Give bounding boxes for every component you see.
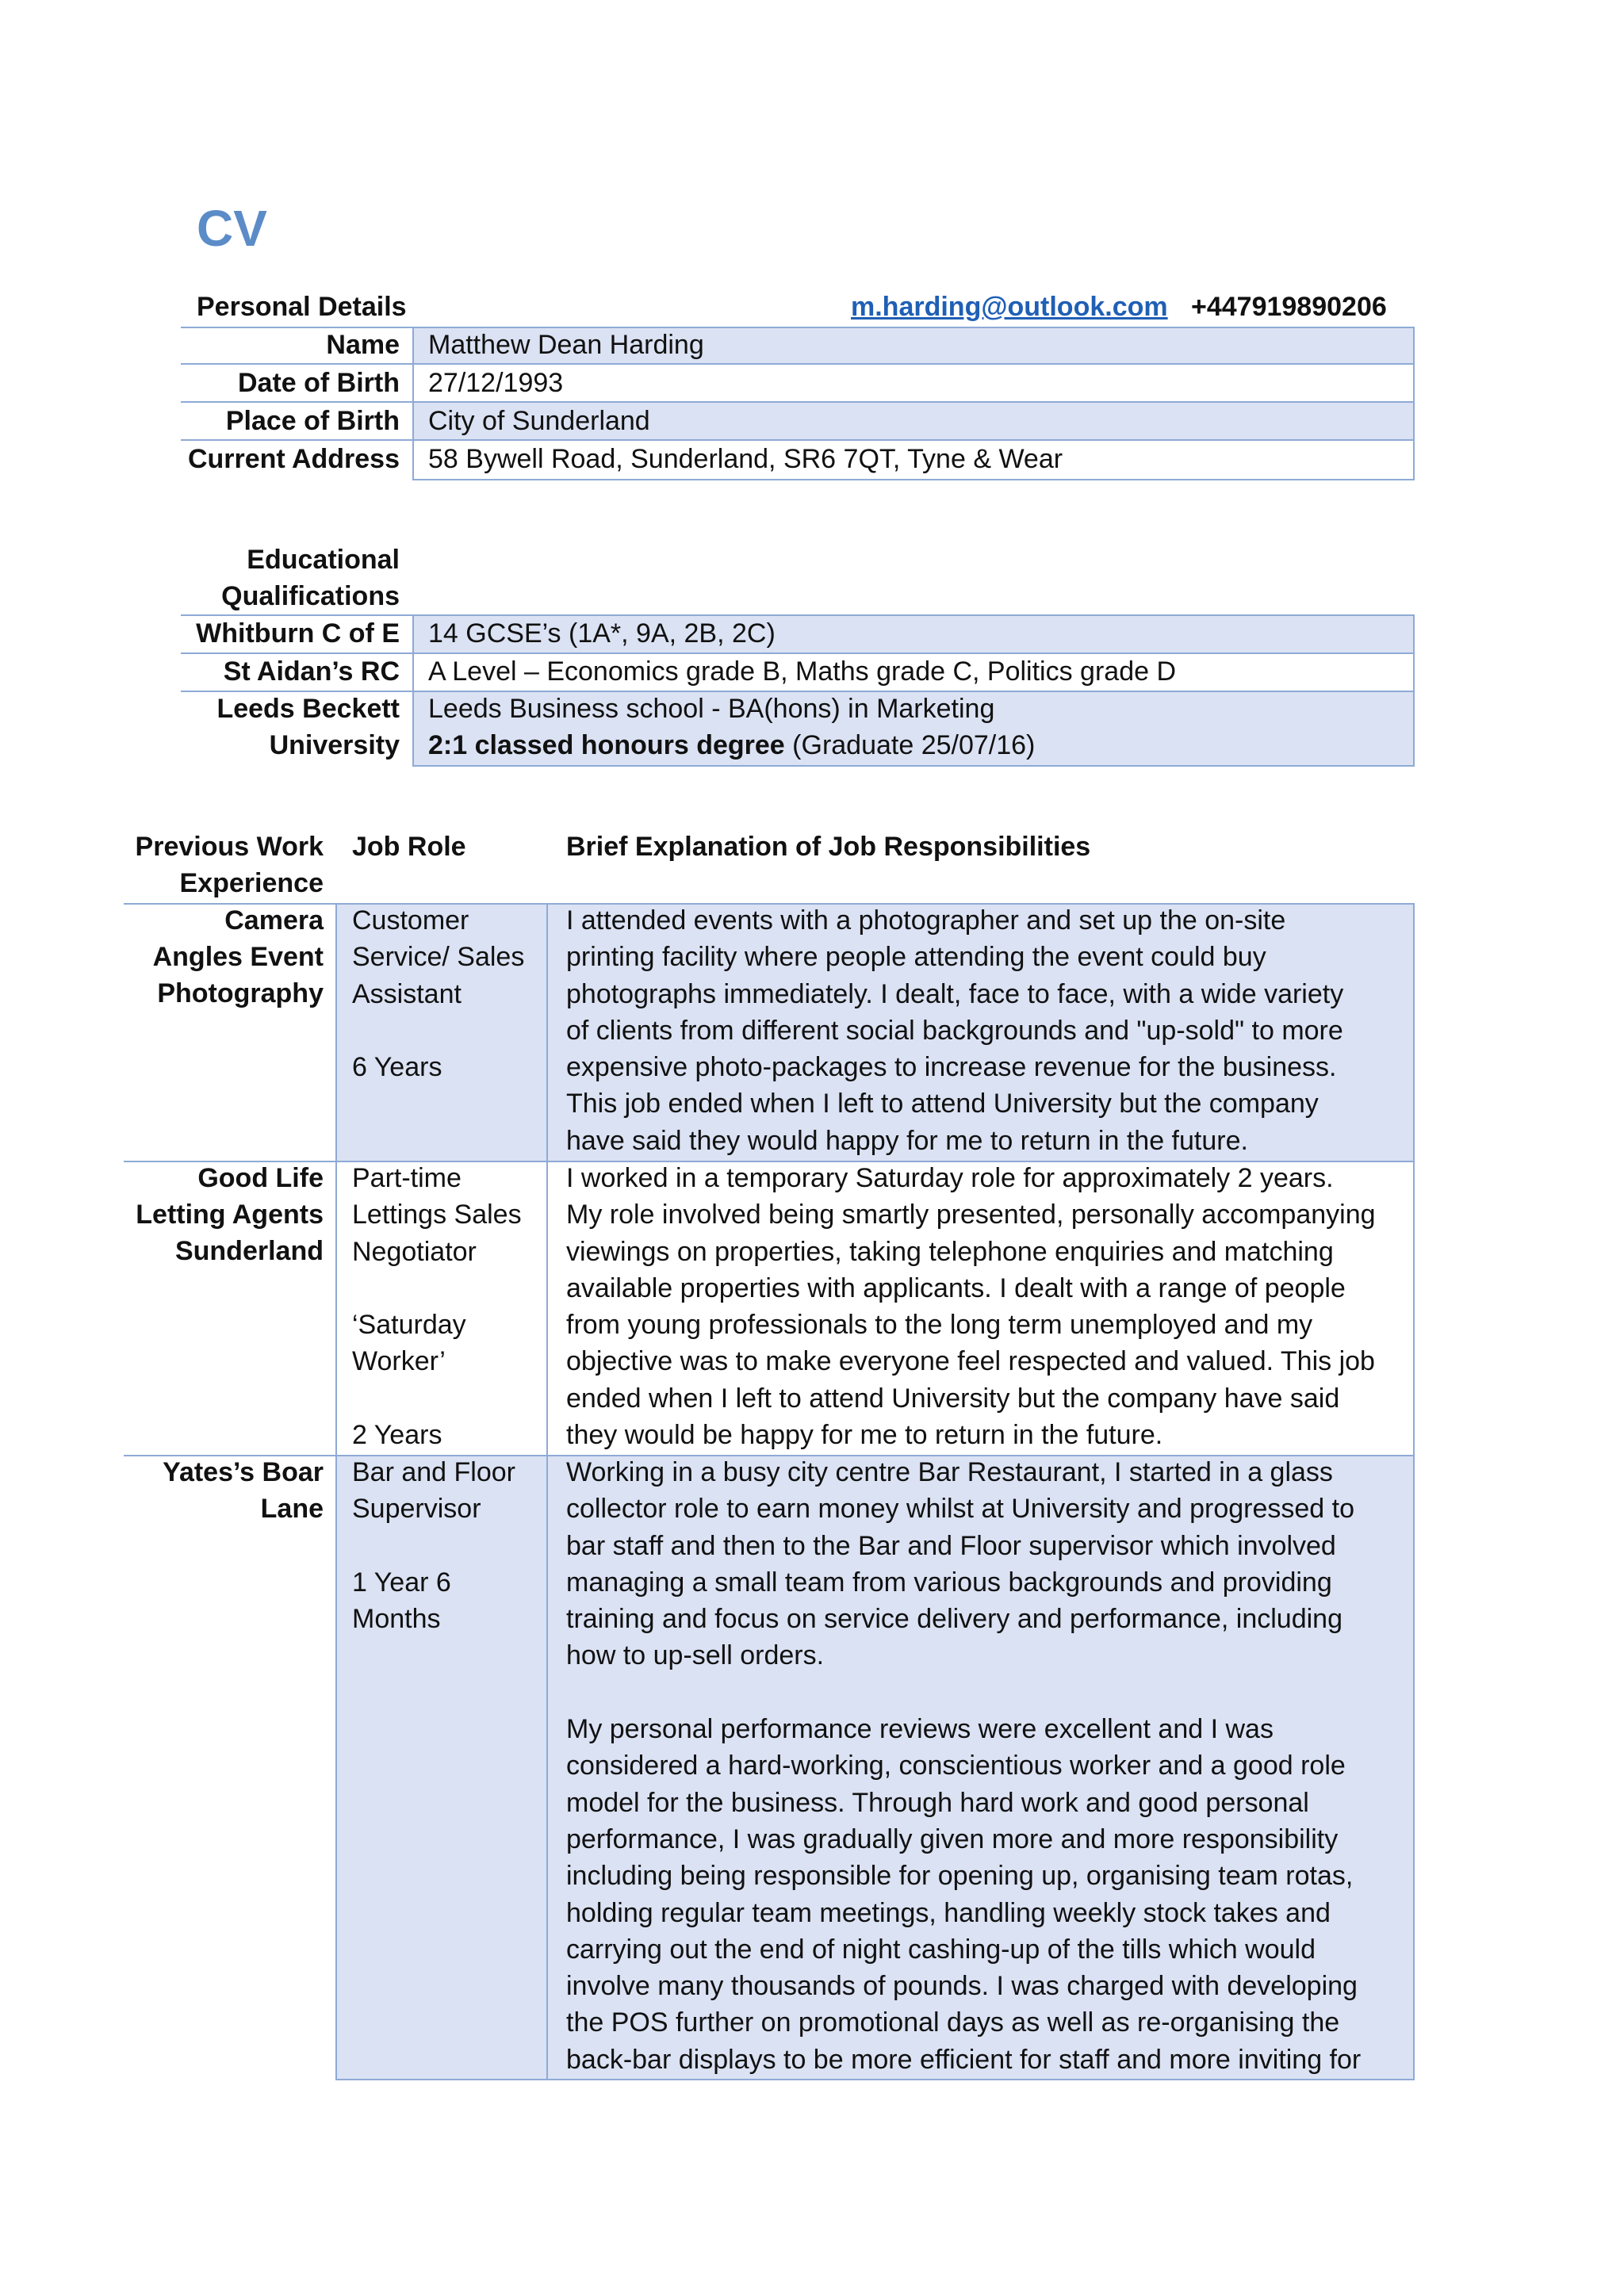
pob-label: Place of Birth bbox=[225, 406, 400, 436]
job-1-text-line: I attended events with a photographer and set up the on-site bbox=[566, 905, 1286, 936]
dob-value: 27/12/1993 bbox=[428, 368, 564, 398]
job-1-text-line: expensive photo-packages to increase revenue for the business. bbox=[566, 1052, 1337, 1083]
education-heading-line1: Educational bbox=[247, 545, 400, 575]
job-1-role bbox=[352, 902, 524, 1085]
job-1-role-line: Service/ Sales bbox=[352, 942, 525, 973]
job-2-text-line: viewings on properties, taking telephone enquiries and matching bbox=[566, 1236, 1334, 1267]
job-1-role-line bbox=[352, 1012, 524, 1049]
job-3-role-duration: Months bbox=[352, 1604, 441, 1635]
alevel-value: A Level – Economics grade B, Maths grade C, Politics grade D bbox=[428, 656, 1177, 687]
leeds-beckett-label-line2: University bbox=[269, 730, 400, 760]
job-1-employer-line: Angles Event bbox=[152, 942, 324, 972]
graduation-date: (Graduate 25/07/16) bbox=[784, 730, 1036, 760]
job-3-description bbox=[566, 1454, 1361, 2078]
job-1-role-line: Customer bbox=[352, 905, 469, 936]
degree-classification: 2:1 classed honours degree bbox=[428, 730, 785, 760]
job-2-text-line: they would be happy for me to return in the future. bbox=[566, 1420, 1163, 1451]
job-2-text-line: from young professionals to the long term unemployed and my bbox=[566, 1310, 1313, 1341]
address-label: Current Address bbox=[187, 444, 400, 474]
job-3-text-line: considered a hard-working, conscientious worker and a good role bbox=[566, 1751, 1346, 1781]
job-2-role-duration: 2 Years bbox=[352, 1420, 442, 1451]
job-3-text-line: performance, I was gradually given more and more responsibility bbox=[566, 1823, 1339, 1854]
education-heading-line2: Qualifications bbox=[221, 581, 400, 611]
job-3-text-line: My personal performance reviews were excellent and I was bbox=[566, 1714, 1274, 1745]
job-3-employer-line: Yates’s Boar bbox=[163, 1457, 324, 1487]
job-3-role-line bbox=[352, 1528, 515, 1564]
job-2-role-line bbox=[352, 1270, 522, 1307]
work-heading-line1: Previous Work bbox=[135, 832, 324, 862]
work-col-divider-2 bbox=[546, 903, 548, 2080]
name-label: Name bbox=[326, 330, 400, 360]
job-2-text-line: objective was to make everyone feel respected and valued. This job bbox=[566, 1346, 1375, 1377]
job-1-role-duration: 6 Years bbox=[352, 1052, 442, 1083]
work-heading-line2: Experience bbox=[179, 868, 324, 898]
email-link[interactable]: m.harding@outlook.com bbox=[851, 292, 1168, 322]
phone-number: +447919890206 bbox=[1191, 292, 1387, 322]
work-rule-bottom bbox=[335, 2079, 1415, 2080]
job-3-text-line: holding regular team meetings, handling weekly stock takes and bbox=[566, 1897, 1331, 1928]
work-col-divider-right bbox=[1413, 903, 1415, 2080]
job-1-text-line: This job ended when I left to attend University but the company bbox=[566, 1089, 1319, 1119]
address-value: 58 Bywell Road, Sunderland, SR6 7QT, Tyne & Wear bbox=[428, 444, 1063, 474]
job-2-role-line bbox=[352, 1380, 522, 1417]
job-3-employer bbox=[163, 1454, 324, 1527]
job-1-description bbox=[566, 902, 1343, 1159]
whitburn-label: Whitburn C of E bbox=[196, 618, 400, 649]
job-3-text-line: back-bar displays to be more efficient for staff and more inviting for bbox=[566, 2044, 1362, 2075]
leeds-beckett-label-line1: Leeds Beckett bbox=[216, 694, 400, 724]
job-3-role-line: 1 Year 6 bbox=[352, 1567, 451, 1598]
name-value: Matthew Dean Harding bbox=[428, 330, 704, 360]
job-3-employer-line: Lane bbox=[260, 1494, 324, 1524]
cv-title: CV bbox=[197, 200, 267, 257]
job-2-role-line: Worker’ bbox=[352, 1346, 446, 1377]
dob-label: Date of Birth bbox=[238, 368, 400, 398]
degree-value-line2 bbox=[428, 727, 1035, 763]
job-3-role-line: Bar and Floor bbox=[352, 1457, 515, 1487]
job-1-text-line: of clients from different social backgrounds and "up-sold" to more bbox=[566, 1015, 1343, 1046]
job-2-employer-line: Sunderland bbox=[174, 1236, 324, 1266]
job-3-text-line: managing a small team from various backgrounds and providing bbox=[566, 1567, 1332, 1598]
job-role-column-header: Job Role bbox=[352, 832, 466, 862]
job-2-employer bbox=[136, 1160, 324, 1269]
job-2-text-line: ended when I left to attend University but the company have said bbox=[566, 1383, 1340, 1414]
job-3-text-line bbox=[566, 1674, 1361, 1711]
job-2-text-line: My role involved being smartly presented, personally accompanying bbox=[566, 1200, 1376, 1230]
job-2-text-line: available properties with applicants. I dealt with a range of people bbox=[566, 1272, 1346, 1303]
job-2-description bbox=[566, 1160, 1376, 1453]
degree-value-line1: Leeds Business school - BA(hons) in Marketing bbox=[428, 694, 995, 724]
pob-value: City of Sunderland bbox=[428, 406, 650, 436]
job-3-text-line: model for the business. Through hard work and good personal bbox=[566, 1787, 1309, 1818]
job-2-role-line: Negotiator bbox=[352, 1236, 477, 1267]
job-3-text-line: training and focus on service delivery and performance, including bbox=[566, 1604, 1342, 1635]
job-1-text-line: have said they would happy for me to return in the future. bbox=[566, 1125, 1248, 1156]
job-2-employer-line: Good Life bbox=[197, 1163, 324, 1193]
job-1-text-line: printing facility where people attending the event could buy bbox=[566, 942, 1266, 973]
job-3-text-line: including being responsible for opening up, organising team rotas, bbox=[566, 1861, 1354, 1892]
personal-details-heading: Personal Details bbox=[197, 292, 407, 322]
job-3-text-line: collector role to earn money whilst at University and progressed to bbox=[566, 1494, 1355, 1525]
job-2-role-line: ‘Saturday bbox=[352, 1310, 466, 1341]
job-1-text-line: photographs immediately. I dealt, face to face, with a wide variety bbox=[566, 978, 1344, 1009]
job-2-role-line: Lettings Sales bbox=[352, 1200, 522, 1230]
job-3-text-line: Working in a busy city centre Bar Restaurant, I started in a glass bbox=[566, 1457, 1333, 1487]
job-3-text-line: the POS further on promotional days as well as re-organising the bbox=[566, 2007, 1340, 2038]
job-3-role bbox=[352, 1454, 515, 1637]
job-2-role-line: Part-time bbox=[352, 1163, 462, 1193]
work-col-divider-1 bbox=[335, 903, 337, 2080]
job-2-employer-line: Letting Agents bbox=[136, 1200, 324, 1230]
job-2-role bbox=[352, 1160, 522, 1453]
gcse-value: 14 GCSE’s (1A*, 9A, 2B, 2C) bbox=[428, 618, 776, 649]
job-3-text-line: carrying out the end of night cashing-up of the tills which would bbox=[566, 1934, 1316, 1965]
job-1-role-line: Assistant bbox=[352, 978, 462, 1009]
job-3-role-line: Supervisor bbox=[352, 1494, 481, 1525]
job-1-employer-line: Photography bbox=[157, 978, 324, 1008]
st-aidans-label: St Aidan’s RC bbox=[223, 656, 400, 687]
job-2-text-line: I worked in a temporary Saturday role for approximately 2 years. bbox=[566, 1163, 1334, 1193]
job-3-text-line: bar staff and then to the Bar and Floor supervisor which involved bbox=[566, 1530, 1336, 1561]
job-3-text-line: how to up-sell orders. bbox=[566, 1640, 825, 1671]
job-1-employer bbox=[153, 902, 324, 1012]
explanation-column-header: Brief Explanation of Job Responsibilities bbox=[566, 832, 1091, 862]
job-3-text-line: involve many thousands of pounds. I was charged with developing bbox=[566, 1971, 1358, 2002]
job-1-employer-line: Camera bbox=[224, 905, 324, 936]
